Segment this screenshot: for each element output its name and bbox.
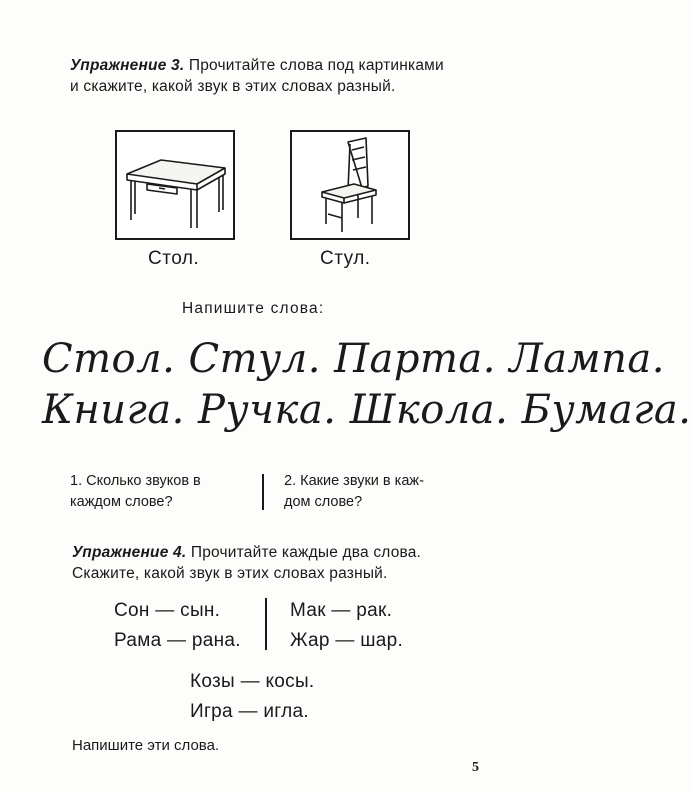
right-pairs	[290, 596, 403, 656]
chair-icon	[292, 132, 408, 238]
exercise-3-line-1	[70, 55, 444, 76]
exercise-3-text	[70, 55, 444, 97]
question-1-line-1: 1. Сколько звуков в	[70, 473, 201, 489]
pair-item: Рама — рана.	[114, 630, 241, 651]
table-icon	[117, 132, 233, 238]
caption-chair: Стул.	[320, 248, 371, 269]
pair-item: Игра — игла.	[190, 701, 309, 722]
page-number: 5	[472, 760, 479, 775]
exercise-3-line-2: и скажите, какой звук в этих словах разный.	[70, 78, 396, 95]
exercise-4-line-1	[72, 542, 421, 563]
question-1-line-2: каждом слове?	[70, 494, 173, 510]
write-these-words-instruction: Напишите эти слова.	[72, 737, 220, 754]
question-2-line-2: дом слове?	[284, 494, 363, 510]
question-2	[284, 471, 424, 513]
pair-item: Мак — рак.	[290, 600, 393, 621]
picture-frame-chair	[290, 130, 410, 240]
questions-divider	[262, 474, 264, 510]
left-pairs	[114, 596, 241, 656]
center-pairs	[190, 667, 314, 727]
write-words-instruction: Напишите слова:	[182, 300, 325, 317]
pair-item: Сон — сын.	[114, 600, 221, 621]
caption-table: Стол.	[148, 248, 200, 269]
question-1	[70, 471, 201, 513]
exercise-3-label: Упражнение 3.	[70, 57, 185, 74]
script-line-1: Стол. Стул. Парта. Лампа.	[42, 336, 665, 382]
pairs-divider	[265, 598, 267, 650]
pair-item: Козы — косы.	[190, 671, 315, 692]
exercise-4-text	[72, 542, 421, 584]
pair-item: Жар — шар.	[290, 630, 404, 651]
exercise-4-label: Упражнение 4.	[72, 544, 187, 561]
exercise-4-line-2: Скажите, какой звук в этих словах разный.	[72, 565, 388, 582]
script-line-2: Книга. Ручка. Школа. Бумага.	[42, 387, 691, 433]
question-2-line-1: 2. Какие звуки в каж-	[284, 473, 424, 489]
exercise-4-line-1-text: Прочитайте каждые два слова.	[190, 544, 422, 561]
exercise-3-line-1-text: Прочитайте слова под картинками	[188, 57, 444, 74]
picture-frame-table	[115, 130, 235, 240]
